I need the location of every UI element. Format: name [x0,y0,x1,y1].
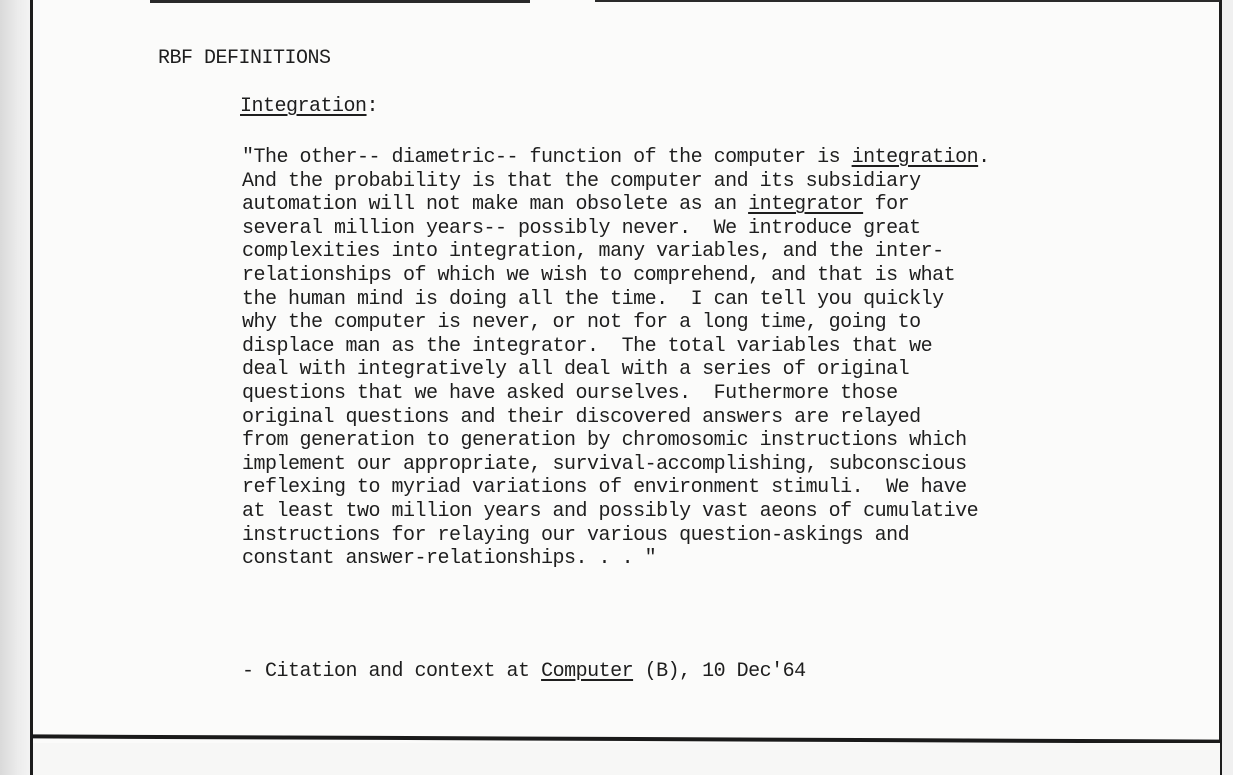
quote-line [242,547,990,571]
quote-line [242,264,990,288]
quote-line [242,288,990,312]
quote-line [242,406,990,430]
underlined-term: integration [851,146,979,169]
page-right-edge [1222,0,1233,775]
quote-text: . [978,146,990,169]
term-name: Integration [240,95,367,118]
quote-line [242,524,990,548]
quote-text: "The other-- diametric-- function of the computer is [242,146,852,169]
quote-text: complexities into integration, many variables, and the inter- [242,240,944,264]
quote-text: several million years-- possibly never. We introduce great [242,216,921,240]
quote-text: displace man as the integrator. The total variables that we [242,334,933,358]
quote-text: the human mind is doing all the time. I can tell you quickly [242,287,944,311]
quote-line [242,170,990,194]
quote-text: why the computer is never, or not for a long time, going to [242,311,921,335]
quote-text: reflexing to myriad variations of environment stimuli. We have [242,476,967,500]
underlined-term: integrator [748,193,864,217]
quote-line [242,217,990,241]
quote-text: And the probability is that the computer and its subsidiary [242,169,921,193]
quote-line [242,193,990,217]
quote-text: for [863,193,910,217]
citation-link-computer[interactable]: Computer [541,660,634,683]
quote-line [242,240,990,264]
quote-line [242,358,990,382]
term-colon: : [366,95,379,118]
quote-line [242,146,990,170]
quote-line [242,453,990,477]
quote-line [242,335,990,359]
quote-text: relationships of which we wish to comprehend, and that is what [242,263,956,287]
quote-text: questions that we have asked ourselves. Futhermore those [242,381,898,405]
quote-line [242,429,990,453]
quote-text: constant answer-relationships. . . " [242,547,657,571]
quote-line [242,500,990,524]
quote-text: at least two million years and possibly vast aeons of cumulative [242,499,979,523]
top-border-line [150,0,530,3]
citation-prefix: - Citation and context at [242,660,542,683]
definition-quote [242,146,990,571]
page-title: RBF DEFINITIONS [158,47,331,70]
quote-text: automation will not make man obsolete as an [242,193,749,217]
quote-text: implement our appropriate, survival-accomplishing, subconscious [242,452,967,476]
citation-suffix: (B), 10 Dec'64 [633,660,806,683]
left-border-line [30,0,33,775]
next-card-edge [33,743,1220,775]
quote-line [242,476,990,500]
top-border-line-right [595,0,1220,2]
quote-text: deal with integratively all deal with a series of original [242,358,910,382]
page-left-shadow [0,0,30,775]
quote-text: from generation to generation by chromosomic instructions which [242,429,967,453]
citation [242,660,806,683]
quote-text: original questions and their discovered answers are relayed [242,405,921,429]
quote-line [242,382,990,406]
quote-text: instructions for relaying our various question-askings and [242,523,910,547]
quote-line [242,311,990,335]
term-heading [240,95,378,118]
